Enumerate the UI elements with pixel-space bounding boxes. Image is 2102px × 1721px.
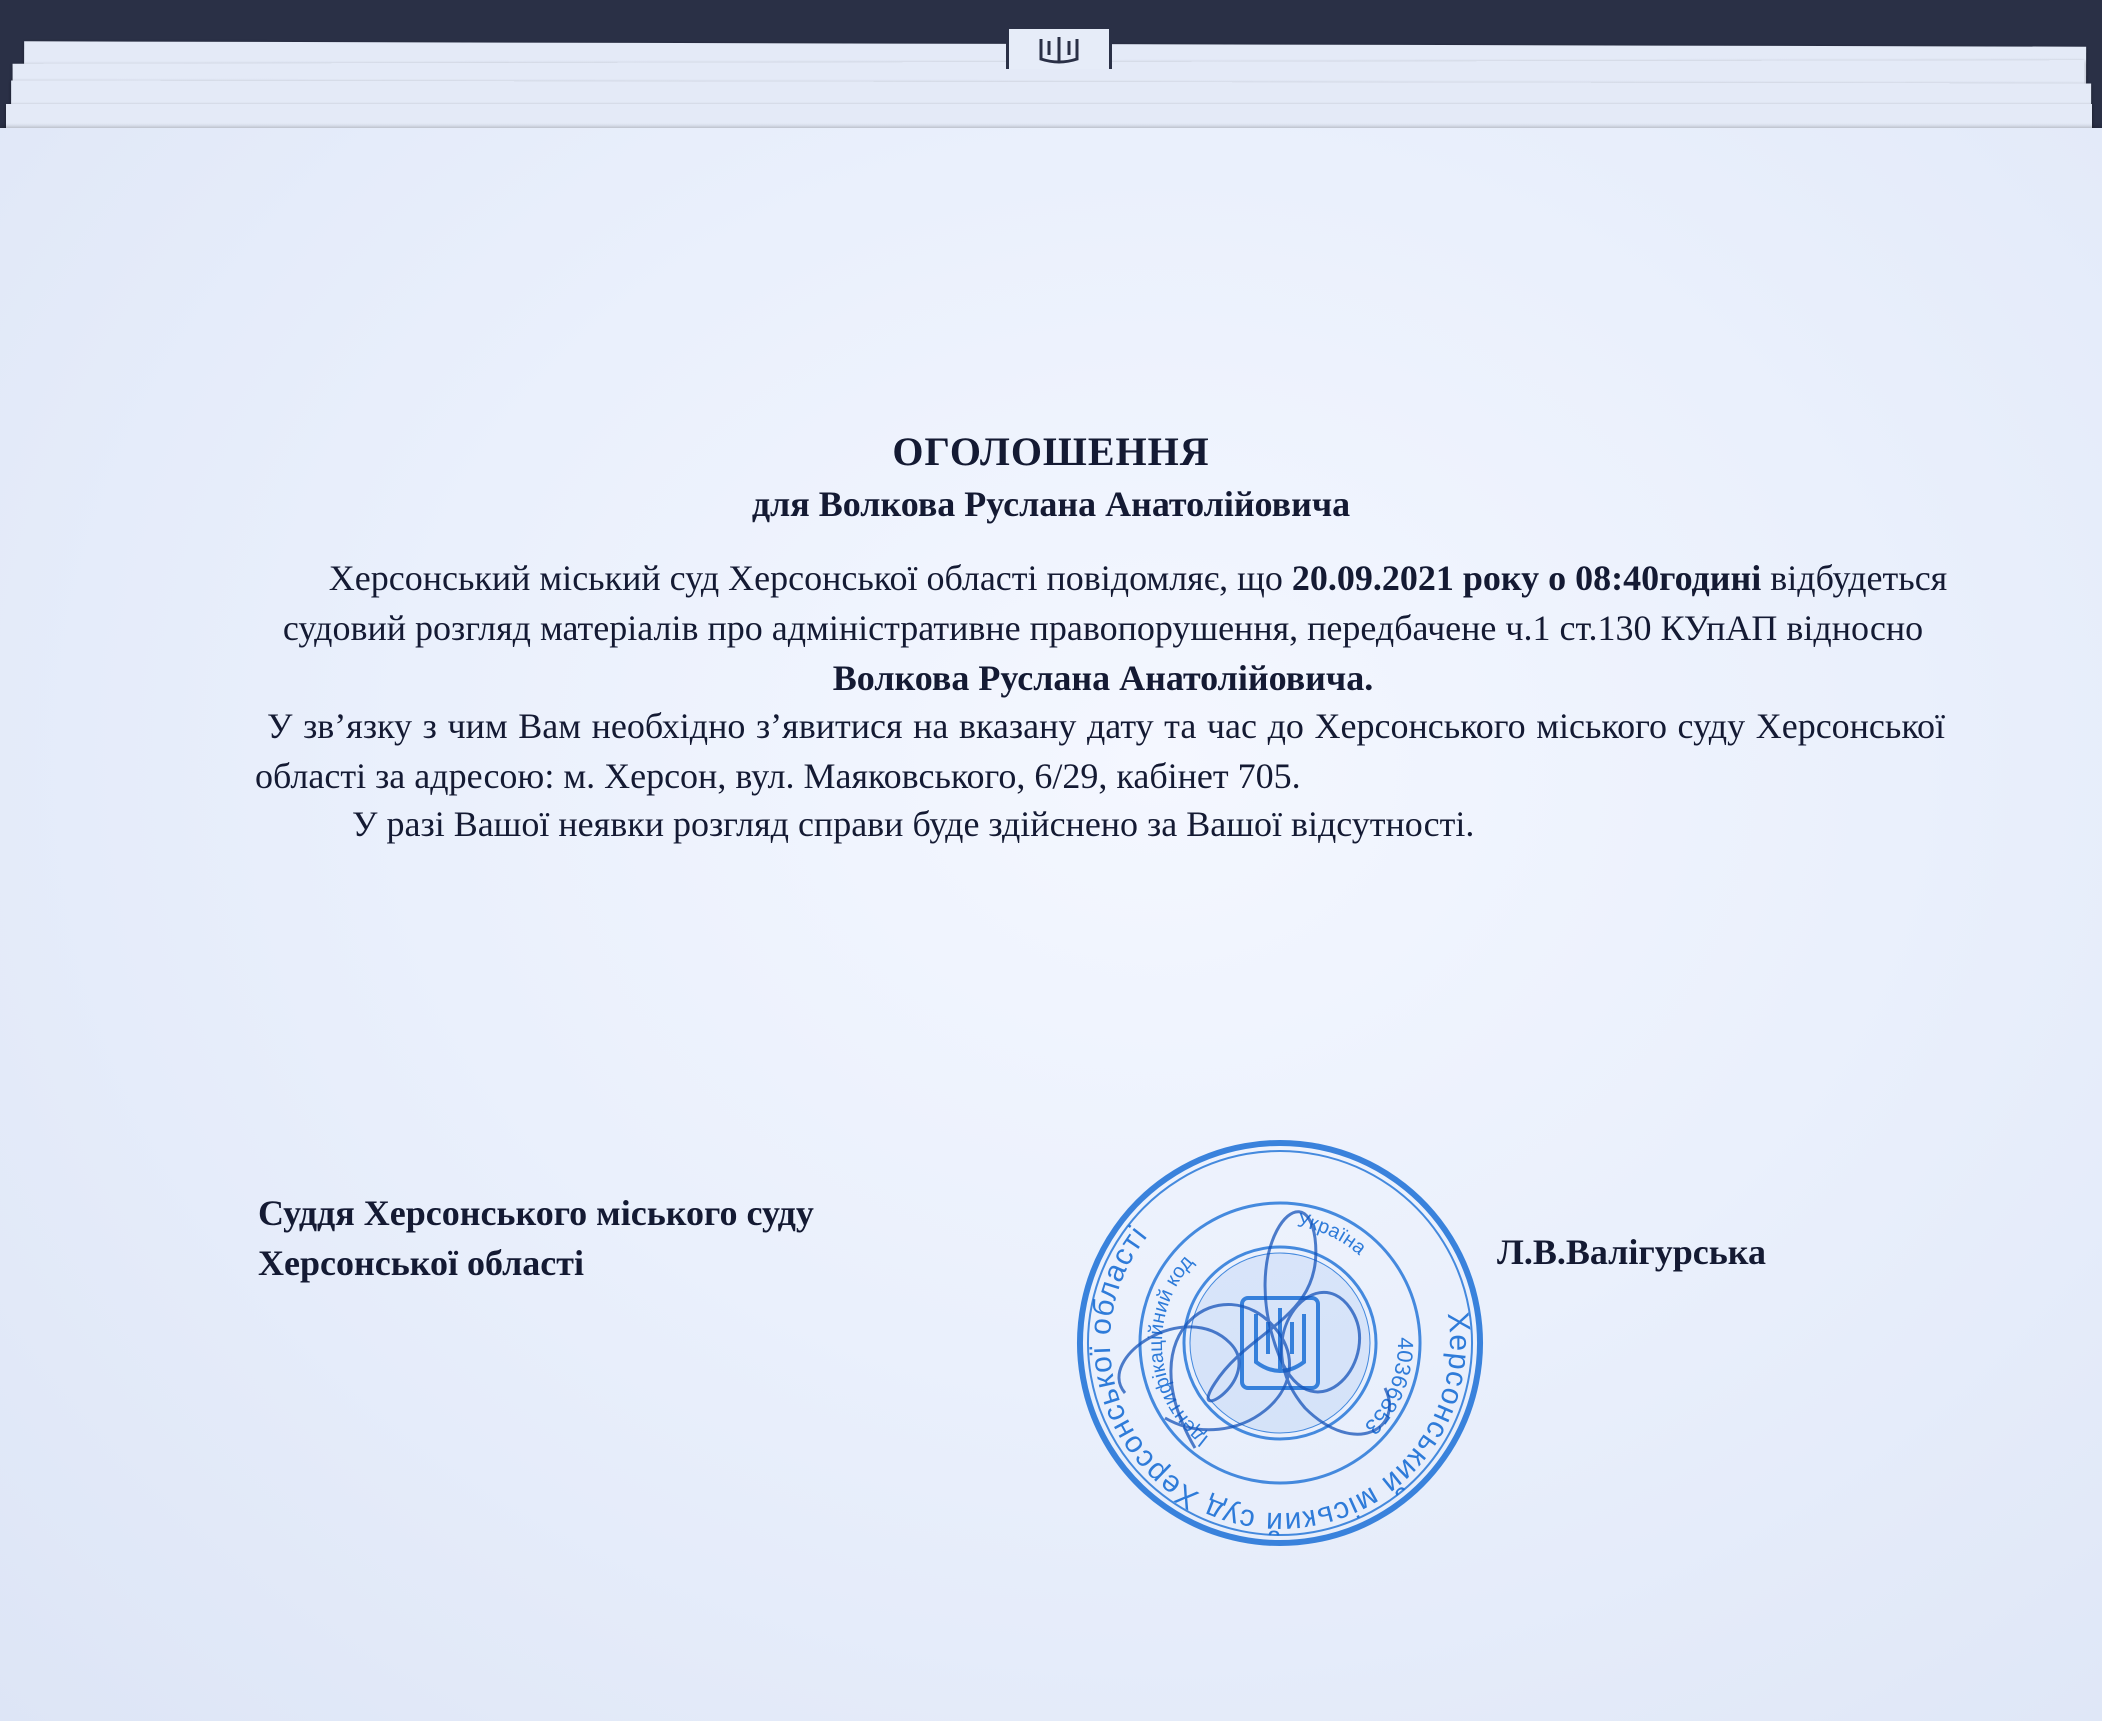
hearing-datetime: 20.09.2021 року о 08:40годині: [1291, 558, 1762, 598]
page-title: ОГОЛОШЕННЯ: [892, 429, 1210, 474]
seal-id-label: Ідентифікаційний код: [1144, 1251, 1213, 1451]
trident-icon: [1037, 35, 1081, 67]
addressee: для Волкова Руслана Анатолійовича: [751, 484, 1351, 524]
court-seal: [1065, 1128, 1495, 1558]
announcement-page: [0, 128, 2102, 1721]
notice-paragraph: [258, 553, 1948, 703]
absence-paragraph: У разі Вашої неявки розгляд справи буде здійснено за Вашої відсутності.: [352, 804, 1475, 844]
judge-title-line2: Херсонської області: [258, 1243, 584, 1283]
judge-title: [258, 1188, 814, 1288]
notice-text-cont: відбудеться судовий розгляд матеріалів про адміністративне правопорушення, передбачене ч.1 ст.130 КУпАП відносно: [282, 558, 1948, 648]
judge-name: Л.В.Валігурська: [1497, 1232, 1766, 1272]
seal-outer-text: Херсонський міський суд Херсонської області: [1083, 1219, 1477, 1540]
notice-text: Херсонський міський суд Херсонської області повідомляє, що: [328, 558, 1292, 598]
judge-title-line1: Суддя Херсонського міського суду: [258, 1193, 814, 1233]
seal-country: Україна: [1295, 1209, 1371, 1260]
defendant-name: Волкова Руслана Анатолійовича.: [832, 658, 1374, 698]
summons-paragraph: У зв’язку з чим Вам необхідно з’явитися на вказану дату та час до Херсонського міського суду Херсонської області за адресою: м. Херсон, вул. Маяковського, 6/29, кабінет 705.: [255, 706, 1945, 796]
seal-inner-text: 40366853: [1360, 1337, 1419, 1440]
trident-emblem: [1006, 26, 1112, 69]
